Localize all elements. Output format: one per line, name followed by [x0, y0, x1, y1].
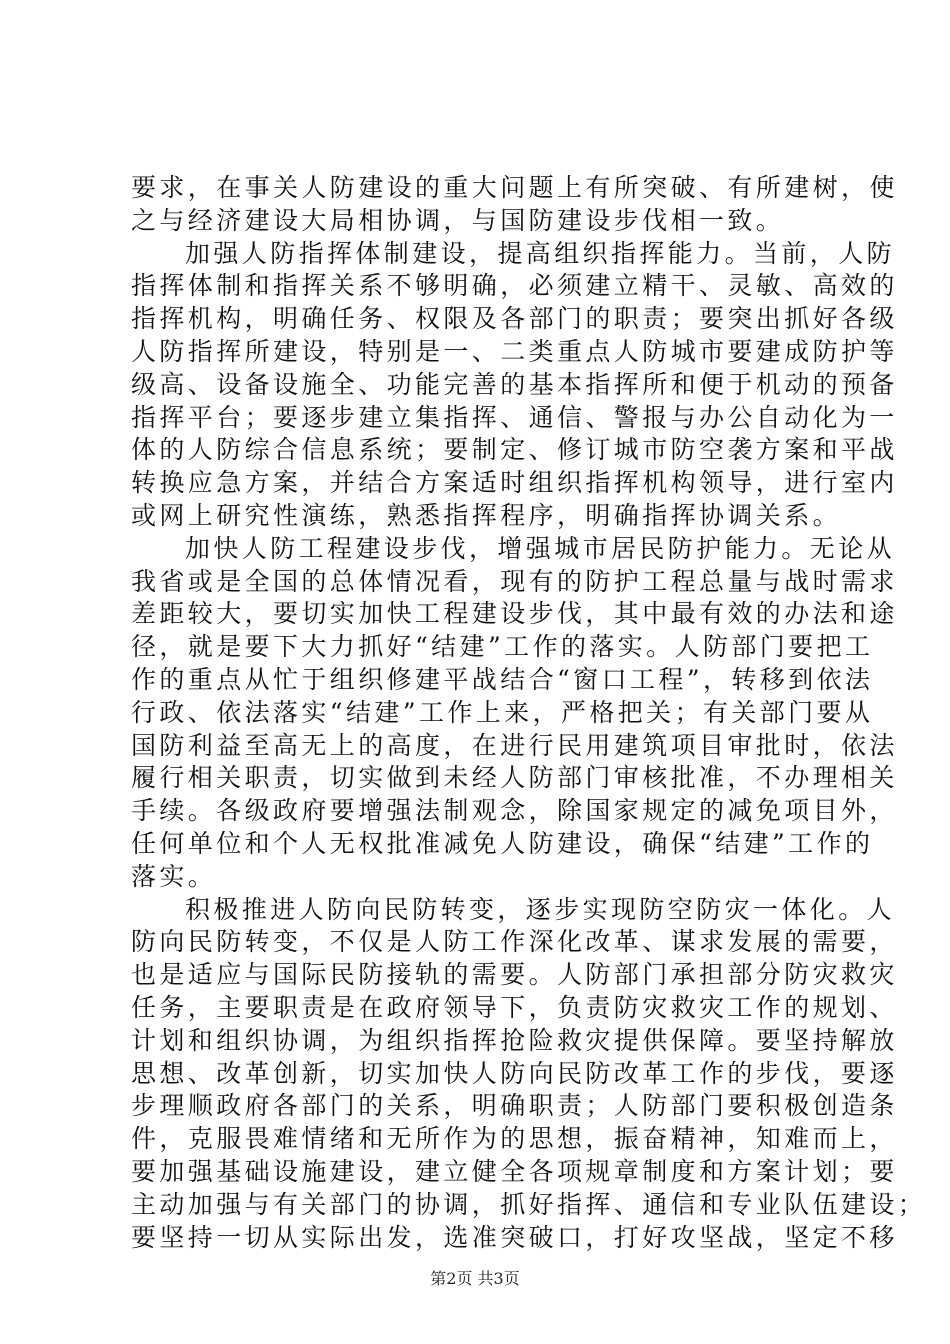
text-line: 要加强基础设施建设，建立健全各项规章制度和方案计划；要	[131, 1156, 898, 1186]
text-line: 人防指挥所建设，特别是一、二类重点人防城市要建成防护等	[131, 336, 898, 366]
text-line: 步理顺政府各部门的关系，明确职责；人防部门要积极创造条	[131, 1091, 898, 1121]
text-line: 我省或是全国的总体情况看，现有的防护工程总量与战时需求	[131, 566, 898, 596]
text-line: 主动加强与有关部门的协调，抓好指挥、通信和专业队伍建设；	[131, 1189, 927, 1219]
text-line: 差距较大，要切实加快工程建设步伐，其中最有效的办法和途	[131, 599, 898, 629]
text-line: 径，就是要下大力抓好“结建”工作的落实。人防部门要把工	[131, 632, 874, 662]
text-line: 任务，主要职责是在政府领导下，负责防灾救灾工作的规划、	[131, 992, 898, 1022]
text-line: 要求，在事关人防建设的重大问题上有所突破、有所建树，使	[131, 173, 898, 202]
text-line: 或网上研究性演练，熟悉指挥程序，明确指挥协调关系。	[131, 500, 842, 530]
text-line: 计划和组织协调，为组织指挥抢险救灾提供保障。要坚持解放	[131, 1025, 898, 1055]
text-line: 之与经济建设大局相协调，与国防建设步伐相一致。	[131, 205, 785, 235]
text-line: 思想、改革创新，切实加快人防向民防改革工作的步伐，要逐	[131, 1058, 898, 1088]
text-line: 国防利益至高无上的高度，在进行民用建筑项目审批时，依法	[131, 730, 898, 760]
document-body	[131, 172, 927, 1254]
text-line: 落实。	[131, 861, 217, 891]
paragraph-first-line: 加强人防指挥体制建设，提高组织指挥能力。当前，人防	[185, 238, 896, 268]
text-line: 件，克服畏难情绪和无所作为的思想，振奋精神，知难而上，	[131, 1124, 898, 1154]
text-line: 指挥体制和指挥关系不够明确，必须建立精干、灵敏、高效的	[131, 271, 898, 301]
text-line: 作的重点从忙于组织修建平战结合“窗口工程”，转移到依法	[131, 664, 874, 694]
text-line: 要坚持一切从实际出发，选准突破口，打好攻坚战，坚定不移	[131, 1222, 898, 1252]
text-line: 任何单位和个人无权批准减免人防建设，确保“结建”工作的	[131, 828, 874, 858]
text-line: 手续。各级政府要增强法制观念，除国家规定的减免项目外，	[131, 796, 898, 826]
paragraph-first-line: 加快人防工程建设步伐，增强城市居民防护能力。无论从	[185, 533, 896, 563]
text-line: 指挥平台；要逐步建立集指挥、通信、警报与办公自动化为一	[131, 402, 898, 432]
text-line: 行政、依法落实“结建”工作上来，严格把关；有关部门要从	[131, 697, 874, 727]
text-line: 级高、设备设施全、功能完善的基本指挥所和便于机动的预备	[131, 369, 898, 399]
text-line: 防向民防转变，不仅是人防工作深化改革、谋求发展的需要，	[131, 927, 898, 957]
text-line: 指挥机构，明确任务、权限及各部门的职责；要突出抓好各级	[131, 304, 898, 334]
text-line: 体的人防综合信息系统；要制定、修订城市防空袭方案和平战	[131, 435, 898, 465]
text-line: 履行相关职责，切实做到未经人防部门审核批准，不办理相关	[131, 763, 898, 793]
text-line: 也是适应与国际民防接轨的需要。人防部门承担部分防灾救灾	[131, 960, 898, 990]
page-footer: 第2页 共3页	[430, 1269, 520, 1288]
text-line: 转换应急方案，并结合方案适时组织指挥机构领导，进行室内	[131, 468, 898, 498]
paragraph-first-line: 积极推进人防向民防转变，逐步实现防空防灾一体化。人	[185, 894, 896, 924]
